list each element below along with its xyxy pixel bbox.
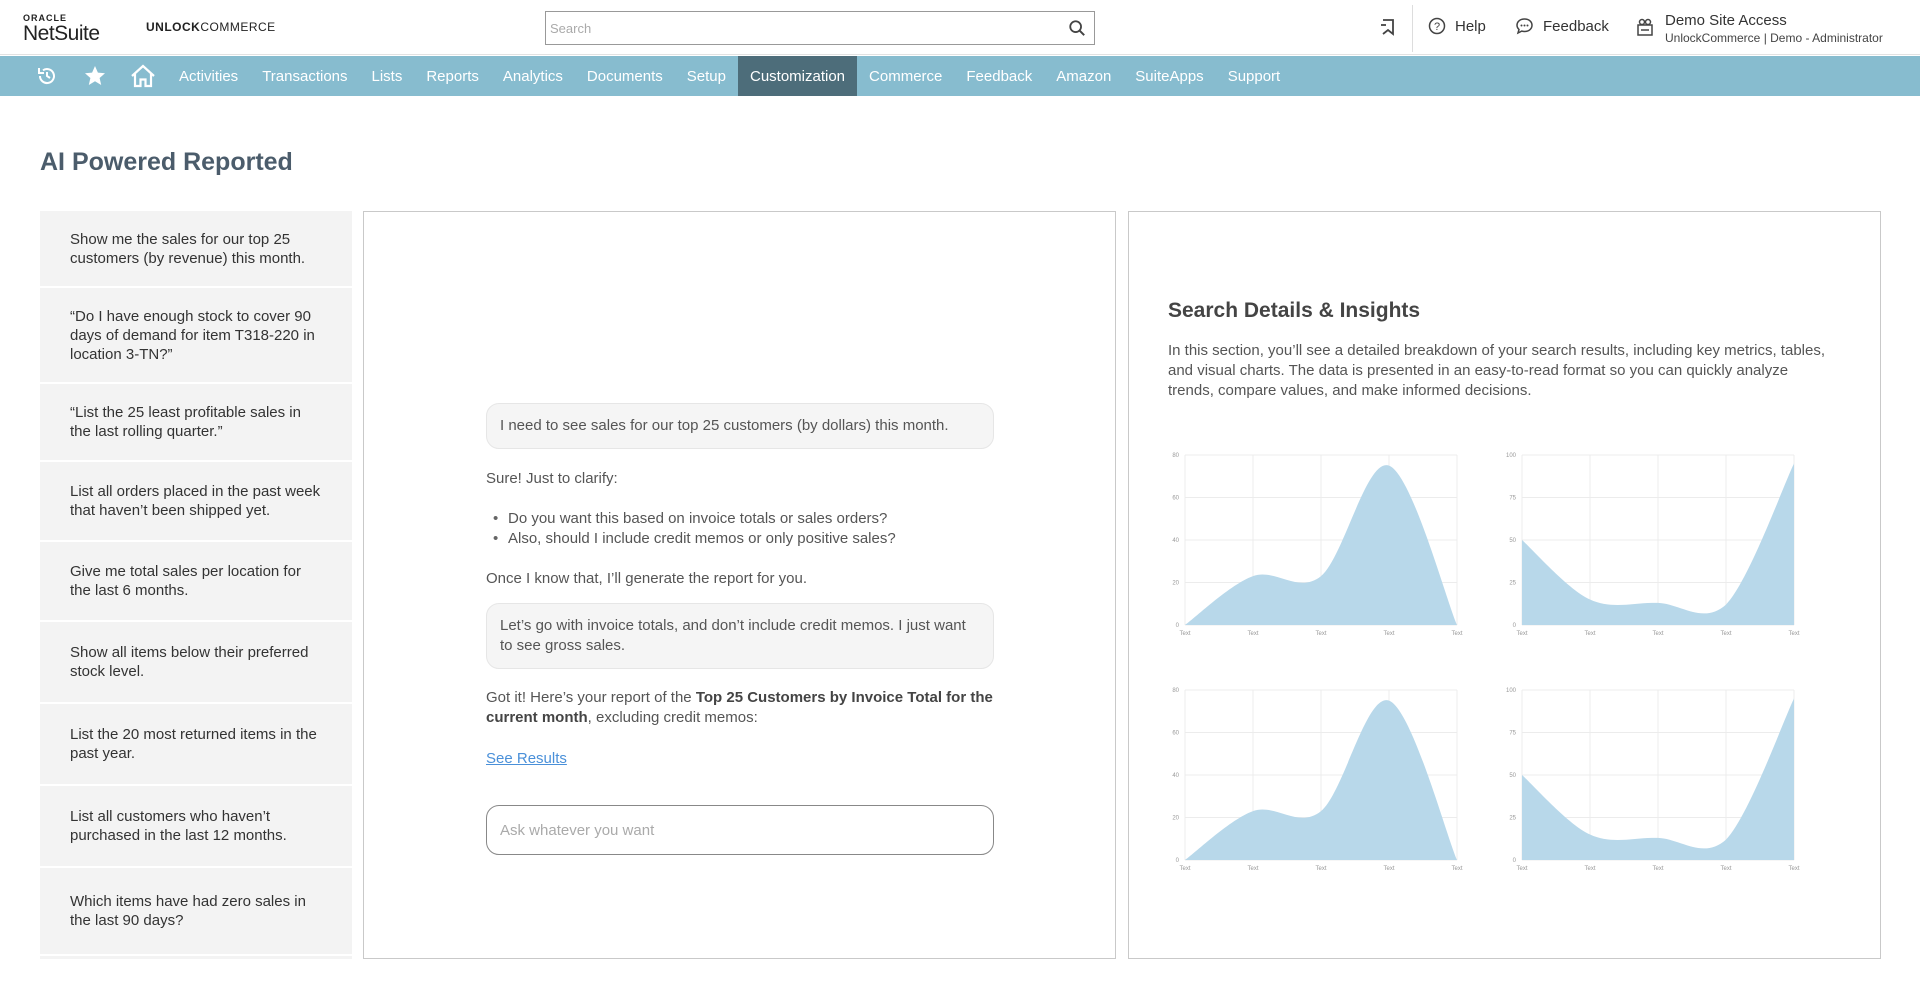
nav-documents[interactable]: Documents: [586, 67, 663, 85]
y-tick-label: 40: [1172, 773, 1179, 779]
nav-home[interactable]: [119, 56, 167, 96]
feedback-link[interactable]: [1515, 17, 1609, 35]
x-tick-label: Text: [1383, 631, 1395, 637]
y-tick-label: 60: [1172, 730, 1179, 737]
account-switcher[interactable]: [1635, 12, 1883, 47]
y-tick-label: 80: [1172, 453, 1179, 459]
see-results-link[interactable]: See Results: [486, 750, 567, 767]
prompt-item[interactable]: List all orders placed in the past week that haven’t been shipped yet.: [40, 462, 352, 542]
y-tick-label: 20: [1172, 815, 1179, 822]
header-divider: [1412, 5, 1413, 52]
x-tick-label: Text: [1720, 866, 1732, 872]
y-tick-label: 25: [1509, 580, 1516, 587]
result-prefix: Got it! Here’s your report of the: [486, 689, 696, 706]
x-tick-label: Text: [1451, 631, 1463, 637]
area-chart-bottom-right: [1504, 684, 1804, 874]
prompt-item[interactable]: “List the 25 least profitable sales in the last rolling quarter.”: [40, 384, 352, 462]
y-tick-label: 0: [1512, 858, 1516, 864]
insights-title: Search Details & Insights: [1168, 299, 1421, 322]
feedback-label: Feedback: [1543, 17, 1609, 35]
assistant-result-message: [486, 688, 1006, 728]
account-subtitle: UnlockCommerce | Demo - Administrator: [1665, 31, 1883, 45]
nav-recent[interactable]: [23, 56, 71, 96]
assistant-message: Once I know that, I’ll generate the report for you.: [486, 570, 808, 587]
result-suffix: , excluding credit memos:: [587, 709, 758, 726]
nav-feedback[interactable]: Feedback: [966, 67, 1033, 85]
partner-logo-rest: COMMERCE: [200, 20, 276, 34]
y-tick-label: 60: [1172, 495, 1179, 502]
user-message: I need to see sales for our top 25 customers (by dollars) this month.: [486, 403, 994, 449]
y-tick-label: 0: [1175, 623, 1179, 629]
account-title: Demo Site Access: [1665, 12, 1787, 29]
clarify-list: [486, 509, 896, 549]
assistant-message: Sure! Just to clarify:: [486, 470, 618, 487]
nav-transactions[interactable]: Transactions: [262, 67, 348, 85]
x-tick-label: Text: [1652, 866, 1664, 872]
x-tick-label: Text: [1383, 866, 1395, 872]
search-icon[interactable]: [1068, 19, 1086, 37]
area-chart-top-left: [1167, 449, 1467, 639]
page-title: AI Powered Reported: [40, 148, 293, 176]
x-tick-label: Text: [1247, 631, 1259, 637]
partner-logo: [146, 20, 276, 34]
y-tick-label: 20: [1172, 580, 1179, 587]
nav-support[interactable]: Support: [1227, 67, 1281, 85]
x-tick-label: Text: [1652, 631, 1664, 637]
x-tick-label: Text: [1720, 631, 1732, 637]
global-search: [545, 11, 1095, 45]
prompt-item[interactable]: Show me the sales for our top 25 customers (by revenue) this month.: [40, 211, 352, 288]
help-label: Help: [1455, 17, 1486, 35]
clarify-item: • Do you want this based on invoice totals or sales orders?: [486, 509, 896, 529]
user-message: Let’s go with invoice totals, and don’t include credit memos. I just want to see gross sales.: [486, 603, 994, 669]
x-tick-label: Text: [1788, 631, 1800, 637]
nav-customization[interactable]: Customization: [738, 56, 857, 96]
x-tick-label: Text: [1179, 866, 1191, 872]
feedback-icon: [1515, 17, 1534, 35]
home-icon: [130, 64, 156, 88]
nav-activities[interactable]: Activities: [179, 67, 239, 85]
oracle-wordmark: ORACLE: [23, 13, 67, 23]
netsuite-logo[interactable]: [23, 13, 113, 45]
prompt-item[interactable]: List all customers who haven’t purchased in the last 12 months.: [40, 786, 352, 868]
top-header: [0, 0, 1920, 55]
y-tick-label: 100: [1505, 688, 1516, 694]
nav-commerce[interactable]: Commerce: [869, 67, 943, 85]
nav-lists[interactable]: Lists: [371, 67, 403, 85]
result-bold: Top 25 Customers by Invoice Total for the current month: [486, 689, 993, 726]
x-tick-label: Text: [1315, 631, 1327, 637]
y-tick-label: 80: [1172, 688, 1179, 694]
x-tick-label: Text: [1516, 866, 1528, 872]
x-tick-label: Text: [1247, 866, 1259, 872]
clarify-item: • Also, should I include credit memos or only positive sales?: [486, 529, 896, 549]
nav-suiteapps[interactable]: SuiteApps: [1135, 67, 1204, 85]
help-icon: [1428, 17, 1446, 35]
y-tick-label: 75: [1509, 495, 1516, 502]
y-tick-label: 50: [1509, 773, 1516, 779]
y-tick-label: 75: [1509, 730, 1516, 737]
y-tick-label: 0: [1512, 623, 1516, 629]
x-tick-label: Text: [1451, 866, 1463, 872]
nav-setup[interactable]: Setup: [686, 67, 726, 85]
area-chart-top-right: [1504, 449, 1804, 639]
nav-amazon[interactable]: Amazon: [1056, 67, 1112, 85]
area-chart-bottom-left: [1167, 684, 1467, 874]
x-tick-label: Text: [1584, 866, 1596, 872]
main-nav: [0, 56, 1920, 96]
prompt-sidebar: [40, 211, 352, 959]
history-icon: [35, 64, 59, 88]
nav-analytics[interactable]: Analytics: [502, 67, 563, 85]
help-link[interactable]: [1428, 17, 1486, 35]
insights-panel: [1128, 211, 1881, 959]
x-tick-label: Text: [1516, 631, 1528, 637]
nav-favorites[interactable]: [71, 56, 119, 96]
x-tick-label: Text: [1315, 866, 1327, 872]
prompt-item[interactable]: Give me total sales per location for the last 6 months.: [40, 542, 352, 622]
prompt-item[interactable]: “Do I have enough stock to cover 90 days of demand for item T318-220 in location 3-TN?”: [40, 288, 352, 384]
svg-text:?: ?: [1433, 21, 1441, 33]
y-tick-label: 25: [1509, 815, 1516, 822]
chat-panel: [363, 211, 1116, 959]
y-tick-label: 50: [1509, 538, 1516, 544]
y-tick-label: 100: [1505, 453, 1516, 459]
x-tick-label: Text: [1179, 631, 1191, 637]
partner-logo-bold: UNLOCK: [146, 20, 201, 34]
chat-input[interactable]: [486, 805, 994, 855]
x-tick-label: Text: [1788, 866, 1800, 872]
prompt-item[interactable]: List the 20 most returned items in the past year.: [40, 704, 352, 786]
y-tick-label: 40: [1172, 538, 1179, 544]
search-input[interactable]: [546, 12, 1046, 44]
star-icon: [83, 64, 107, 88]
x-tick-label: Text: [1584, 631, 1596, 637]
y-tick-label: 0: [1175, 858, 1179, 864]
prompt-item[interactable]: Show all items below their preferred stock level.: [40, 622, 352, 704]
netsuite-wordmark: NetSuite: [23, 22, 100, 45]
nav-reports[interactable]: Reports: [426, 67, 479, 85]
insights-description: In this section, you’ll see a detailed breakdown of your search results, including key metrics, tables, and visual charts. The data is presented in an easy-to-read format so you can quickly analyze trends, compare values, and make informed decisions.: [1168, 342, 1825, 399]
prompt-item[interactable]: Which items have had zero sales in the last 90 days?: [40, 868, 352, 956]
roles-icon: [1635, 17, 1655, 37]
recent-records-icon[interactable]: [1377, 16, 1399, 38]
